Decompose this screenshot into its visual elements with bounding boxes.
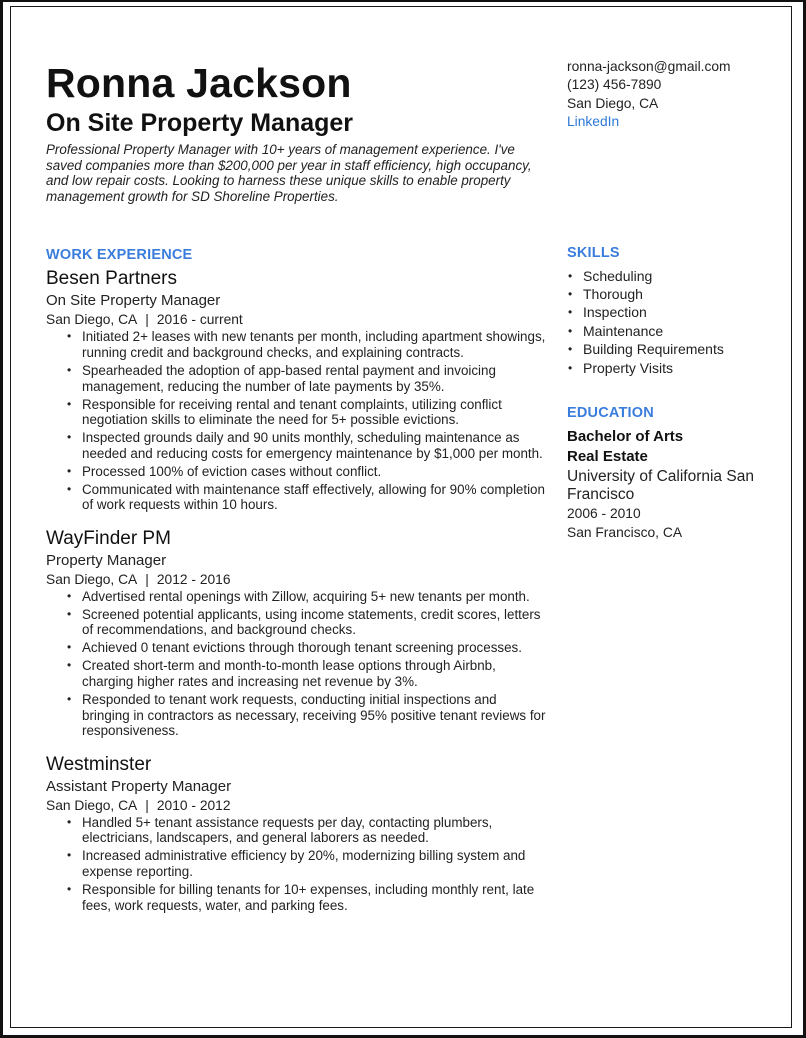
job-bullets xyxy=(46,329,546,512)
candidate-name: Ronna Jackson xyxy=(46,60,352,106)
skills-heading: SKILLS xyxy=(567,244,620,261)
right-column xyxy=(567,58,782,542)
work-experience-heading: WORK EXPERIENCE xyxy=(46,247,193,264)
skill-item: • Scheduling xyxy=(583,267,782,285)
job-location: San Diego, CA xyxy=(46,571,138,587)
bullet-item: • Communicated with maintenance staff effectively, allowing for 90% completion of work requests within 10 hours. xyxy=(82,482,546,513)
company-name: Westminster xyxy=(46,753,152,775)
separator: | xyxy=(145,797,149,813)
professional-summary: Professional Property Manager with 10+ years of management experience. I've saved companies more than $200,000 per year in staff efficiency, high occupancy, and low repair costs. Looking to harness these unique skills to enable property management growth for SD Shoreline Properties. xyxy=(46,142,532,204)
bullet-item: • Created short-term and month-to-month lease options through Airbnb, charging higher rates and increasing net revenue by 3%. xyxy=(82,658,546,689)
skill-item: • Property Visits xyxy=(583,359,782,377)
job-dates: 2010 - 2012 xyxy=(156,797,231,813)
separator: | xyxy=(145,571,149,587)
bullet-item: • Advertised rental openings with Zillow, acquiring 5+ new tenants per month. xyxy=(82,589,546,605)
job-entry xyxy=(46,527,546,739)
bullet-item: • Handled 5+ tenant assistance requests per day, contacting plumbers, electricians, landscapers, and general laborers as needed. xyxy=(82,815,546,846)
job-dates: 2016 - current xyxy=(156,312,243,328)
job-role: On Site Property Manager xyxy=(46,292,221,310)
bullet-item: • Responsible for billing tenants for 10+ expenses, including monthly rent, late fees, work requests, water, and parking fees. xyxy=(82,882,546,913)
job-location: San Diego, CA xyxy=(46,797,138,813)
job-bullets xyxy=(46,589,546,739)
degree-name: Bachelor of Arts xyxy=(567,428,684,446)
separator: | xyxy=(145,312,149,328)
degree-field: Real Estate xyxy=(567,448,648,466)
skill-item: • Thorough xyxy=(583,285,782,303)
job-entry xyxy=(46,267,546,512)
left-column xyxy=(46,58,546,916)
job-meta xyxy=(46,796,546,815)
job-location: San Diego, CA xyxy=(46,312,138,328)
bullet-item: • Processed 100% of eviction cases without conflict. xyxy=(82,464,546,480)
education-dates: 2006 - 2010 xyxy=(567,506,641,522)
bullet-item: • Spearheaded the adoption of app-based rental payment and invoicing management, reducing the number of late payments by 35%. xyxy=(82,363,546,394)
job-dates: 2012 - 2016 xyxy=(156,571,231,587)
school-name: University of California San Francisco xyxy=(567,468,754,503)
bullet-item: • Achieved 0 tenant evictions through thorough tenant screening processes. xyxy=(82,640,546,656)
linkedin-link[interactable]: LinkedIn xyxy=(567,114,620,130)
bullet-item: • Responded to tenant work requests, conducting initial inspections and bringing in contractors as necessary, receiving 95% positive tenant reviews for responsiveness. xyxy=(82,692,546,739)
skill-item: • Building Requirements xyxy=(583,340,782,358)
contact-location: San Diego, CA xyxy=(567,95,659,111)
contact-email[interactable]: ronna-jackson@gmail.com xyxy=(567,59,731,74)
education-heading: EDUCATION xyxy=(567,405,654,422)
skill-item: • Maintenance xyxy=(583,322,782,340)
education-location: San Francisco, CA xyxy=(567,525,683,541)
job-bullets xyxy=(46,815,546,913)
bullet-item: • Increased administrative efficiency by 20%, modernizing billing system and expense reporting. xyxy=(82,848,546,879)
company-name: Besen Partners xyxy=(46,268,177,290)
job-title: On Site Property Manager xyxy=(46,109,354,137)
skills-list xyxy=(567,267,782,377)
contact-phone: (123) 456-7890 xyxy=(567,77,662,93)
bullet-item: • Inspected grounds daily and 90 units monthly, scheduling maintenance as needed and reducing costs for emergency maintenance by $1,000 per month. xyxy=(82,430,546,461)
job-role: Property Manager xyxy=(46,551,167,569)
job-meta xyxy=(46,310,546,329)
job-entry xyxy=(46,753,546,913)
skill-item: • Inspection xyxy=(583,303,782,321)
bullet-item: • Responsible for receiving rental and tenant complaints, utilizing conflict negotiation skills to eliminate the need for 5+ possible evictions. xyxy=(82,397,546,428)
job-role: Assistant Property Manager xyxy=(46,777,232,795)
company-name: WayFinder PM xyxy=(46,527,171,549)
bullet-item: • Screened potential applicants, using income statements, credit scores, letters of recommendations, and background checks. xyxy=(82,607,546,638)
bullet-item: • Initiated 2+ leases with new tenants per month, including apartment showings, running credit and background checks, and explaining contracts. xyxy=(82,329,546,360)
job-meta xyxy=(46,570,546,589)
